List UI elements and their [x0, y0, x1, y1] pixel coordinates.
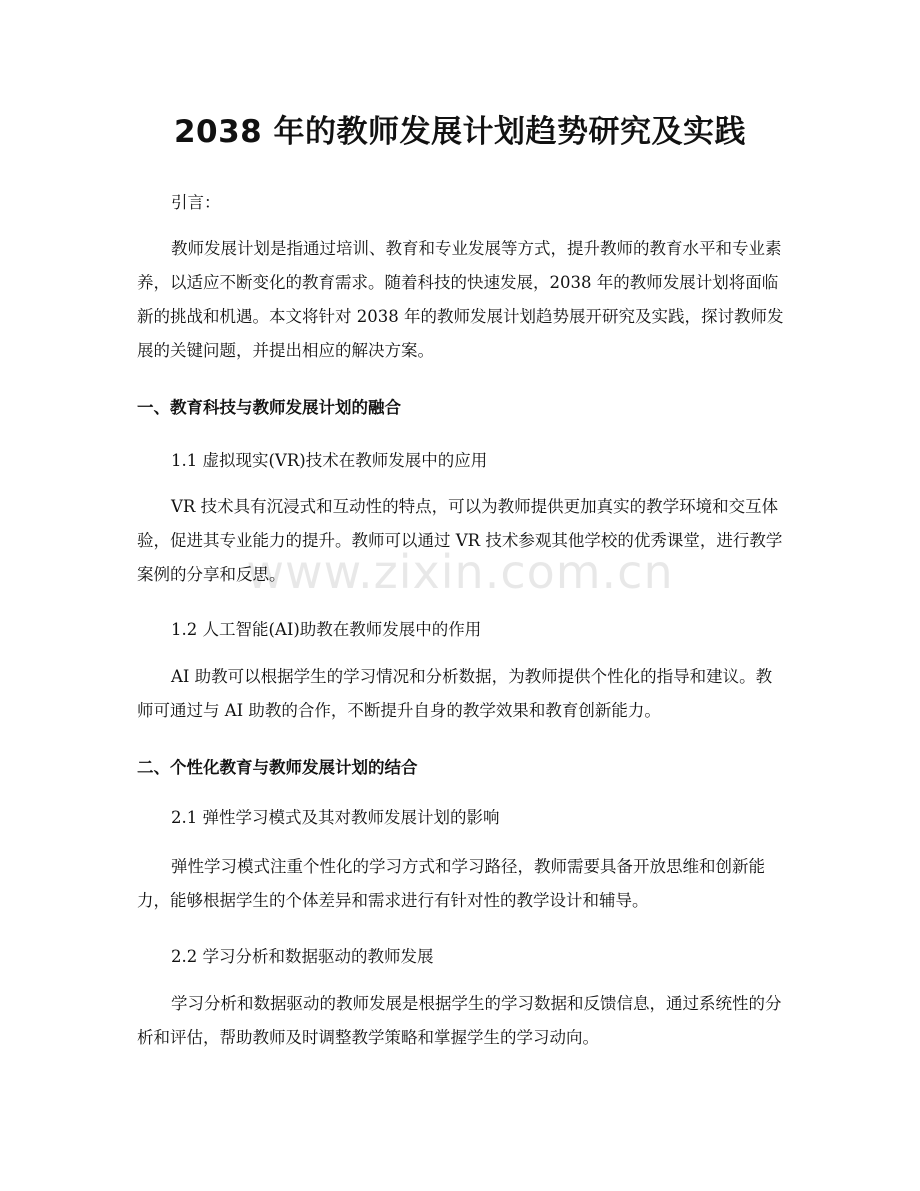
subsection-body-2-1: 弹性学习模式注重个性化的学习方式和学习路径，教师需要具备开放思维和创新能力，能够根据学生的个体差异和需求进行有针对性的教学设计和辅导。 — [137, 857, 765, 910]
subsection-title-1-1: 1.1 虚拟现实(VR)技术在教师发展中的应用 — [171, 451, 488, 470]
subsection-body-1-1: VR 技术具有沉浸式和互动性的特点，可以为教师提供更加真实的教学环境和交互体验，促进其专业能力的提升。教师可以通过 VR 技术参观其他学校的优秀课堂，进行教学案例的分享和反思。 — [137, 497, 783, 584]
intro-paragraph: 教师发展计划是指通过培训、教育和专业发展等方式，提升教师的教育水平和专业素养，以适应不断变化的教育需求。随着科技的快速发展，2038 年的教师发展计划将面临新的挑战和机遇。本文将针对 2038 年的教师发展计划趋势展开研究及实践，探讨教师发展的关键问题，并提出相应的解决方案。 — [137, 239, 784, 360]
section-heading-1: 一、教育科技与教师发展计划的融合 — [137, 398, 401, 417]
subsection-title-2-2: 2.2 学习分析和数据驱动的教师发展 — [171, 947, 434, 966]
subsection-title-2-1: 2.1 弹性学习模式及其对教师发展计划的影响 — [171, 808, 500, 827]
watermark: www.zixin.com.cn — [246, 545, 674, 599]
subsection-body-2-2: 学习分析和数据驱动的教师发展是根据学生的学习数据和反馈信息，通过系统性的分析和评估，帮助教师及时调整教学策略和掌握学生的学习动向。 — [137, 994, 782, 1047]
page-title: 2038 年的教师发展计划趋势研究及实践 — [173, 114, 747, 150]
subsection-title-1-2: 1.2 人工智能(AI)助教在教师发展中的作用 — [171, 620, 482, 639]
intro-label: 引言： — [171, 193, 221, 212]
subsection-body-1-2: AI 助教可以根据学生的学习情况和分析数据，为教师提供个性化的指导和建议。教师可通过与 AI 助教的合作，不断提升自身的教学效果和教育创新能力。 — [137, 667, 773, 720]
section-heading-2: 二、个性化教育与教师发展计划的结合 — [137, 758, 418, 777]
